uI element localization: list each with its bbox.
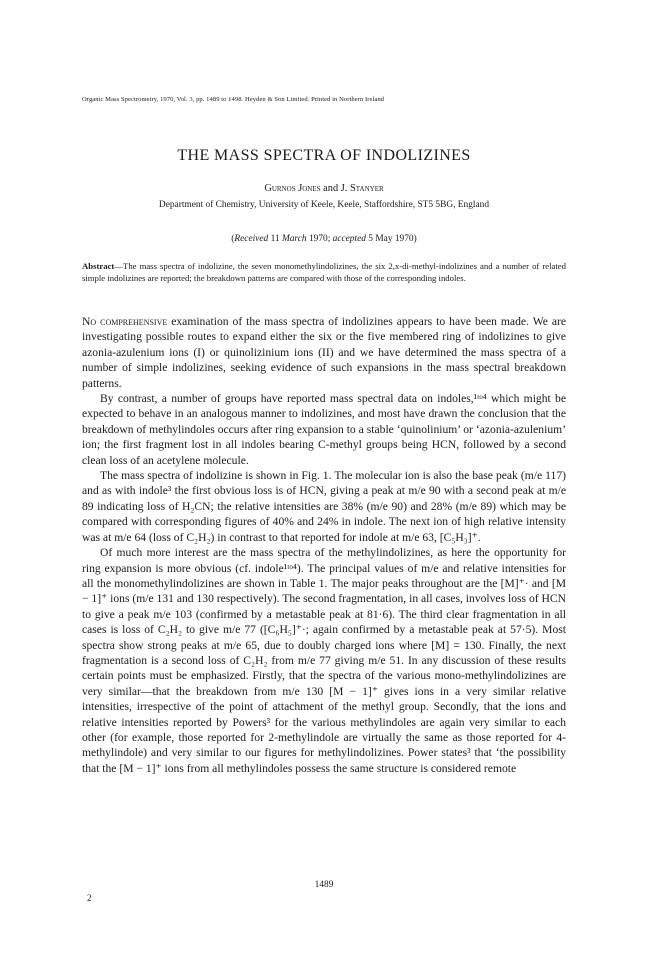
affiliation: Department of Chemistry, University of Keele, Keele, Staffordshire, ST5 5BG, England [158, 200, 490, 210]
received-month: March [281, 234, 307, 244]
paragraph-1 [82, 314, 566, 391]
signature-mark: 2 [87, 893, 92, 903]
journal-citation: Organic Mass Spectrometry, 1970, Vol. 3, pp. 1489 to 1498. Heyden & Son Limited. Printed in Northern Ireland [82, 96, 385, 103]
received-date: 11 [268, 234, 282, 244]
received-year: 1970; [306, 234, 333, 244]
paragraph-4: Of much more interest are the mass spectra of the methylindolizines, as here the opportunity for ring expansion is more obvious (cf. indole¹ᵗᵒ⁴). The principal values of m/e and relative intensities for all the monomethylindolizines are shown in Table 1. The major peaks throughout are the [M]⁺· and [M − 1]⁺ ions (m/e 131 and 130 respectively). The second fragmentation, in all cases, involves loss of HCN to give a peak m/e 103 (confirmed by a metastable peak at 81·6). The third clear fragmentation in all cases is loss of C₂H₂ to give m/e 77 ([C₆H₅]⁺·; again confirmed by a metastable peak at 57·5). Most spectra show strong peaks at m/e 65, due to doubly charged ions where [M] = 130. Finally, the next fragmentation is a second loss of C₂H₂ from m/e 77 giving m/e 51. In any discussion of these results certain points must be emphasized. Firstly, that the spectra of the various mono-methylindolizines are very similar—that the breakdown from m/e 130 [M − 1]⁺ gives ions in a very similar relative intensities, irrespective of the point of attachment of the methyl group. Secondly, that the ions and relative intensities reported by Powers³ for the various methylindoles are again very similar to each other (for example, those reported for 2-methylindole are virtually the same as those reported for 4-methylindole) and very similar to our figures for methylindolizines. Power states³ that ‘the possibility that the [M − 1]⁺ ions from all methylindoles possess the same structure is considered remote [82, 546, 566, 775]
paragraph-3: The mass spectra of indolizine is shown in Fig. 1. The molecular ion is also the base peak (m/e 117) and as with indole³ the first obvious loss is of HCN, giving a peak at m/e 90 with a second peak at m/e 89 indicating loss of H₂CN; the relative intensities are 38% (m/e 90) and 28% (m/e 89) which may be compared with corresponding figures of 40% and 24% in indole. The next ion of high relative intensity was at m/e 64 (loss of C₂H₂) in contrast to that reported for indole at m/e 63, [C₅H₃]⁺. [82, 469, 566, 544]
paragraph-1-lead: No comprehensive [82, 315, 168, 328]
author-2-first: J. [340, 183, 348, 194]
author-conjunction: and [323, 183, 339, 194]
author-1-last: Jones [298, 183, 321, 194]
author-2-last: Stanyer [350, 183, 384, 194]
paragraph-2: By contrast, a number of groups have reported mass spectral data on indoles,¹ᵗᵒ⁴ which might be expected to behave in an analogous manner to indolizines, and most have drawn the conclusion that the breakdown of methylindoles occurs after ring expansion to a stable ‘quinolinium’ or ‘azonia-azulenium’ ion; the first fragment lost in all indoles bearing C-methyl groups being HCN, followed by a second clean loss of an acetylene molecule. [82, 392, 566, 467]
paragraph-1-text: examination of the mass spectra of indolizines appears to have been made. We are investigating possible routes to expand either the six or the five membered ring of indolizines to give azonia-azulenium ions (I) or quinolizinium ions (II) and we have determined the mass spectra of a number of simple indolizines, seeking evidence of such expansions in the mass spectral breakdown patterns. [82, 315, 566, 390]
abstract-label: Abstract [82, 261, 115, 271]
received-label: Received [234, 234, 269, 244]
article-title: THE MASS SPECTRA OF INDOLIZINES [177, 147, 471, 164]
received-open-paren: ( [231, 234, 235, 244]
received-dates [0, 234, 648, 244]
author-line [0, 183, 648, 194]
accepted-date: 5 May 1970) [365, 234, 417, 244]
accepted-label: accepted [332, 234, 366, 244]
page-number: 1489 [314, 880, 334, 890]
body-text [82, 314, 566, 776]
abstract [82, 260, 566, 284]
abstract-text: —The mass spectra of indolizine, the seven monomethylindolizines, the six 2,x-di-methyl-indolizines and a number of related simple indolizines are reported; the breakdown patterns are compared with those of the corresponding indoles. [82, 261, 566, 283]
author-1-first: Gurnos [264, 183, 296, 194]
